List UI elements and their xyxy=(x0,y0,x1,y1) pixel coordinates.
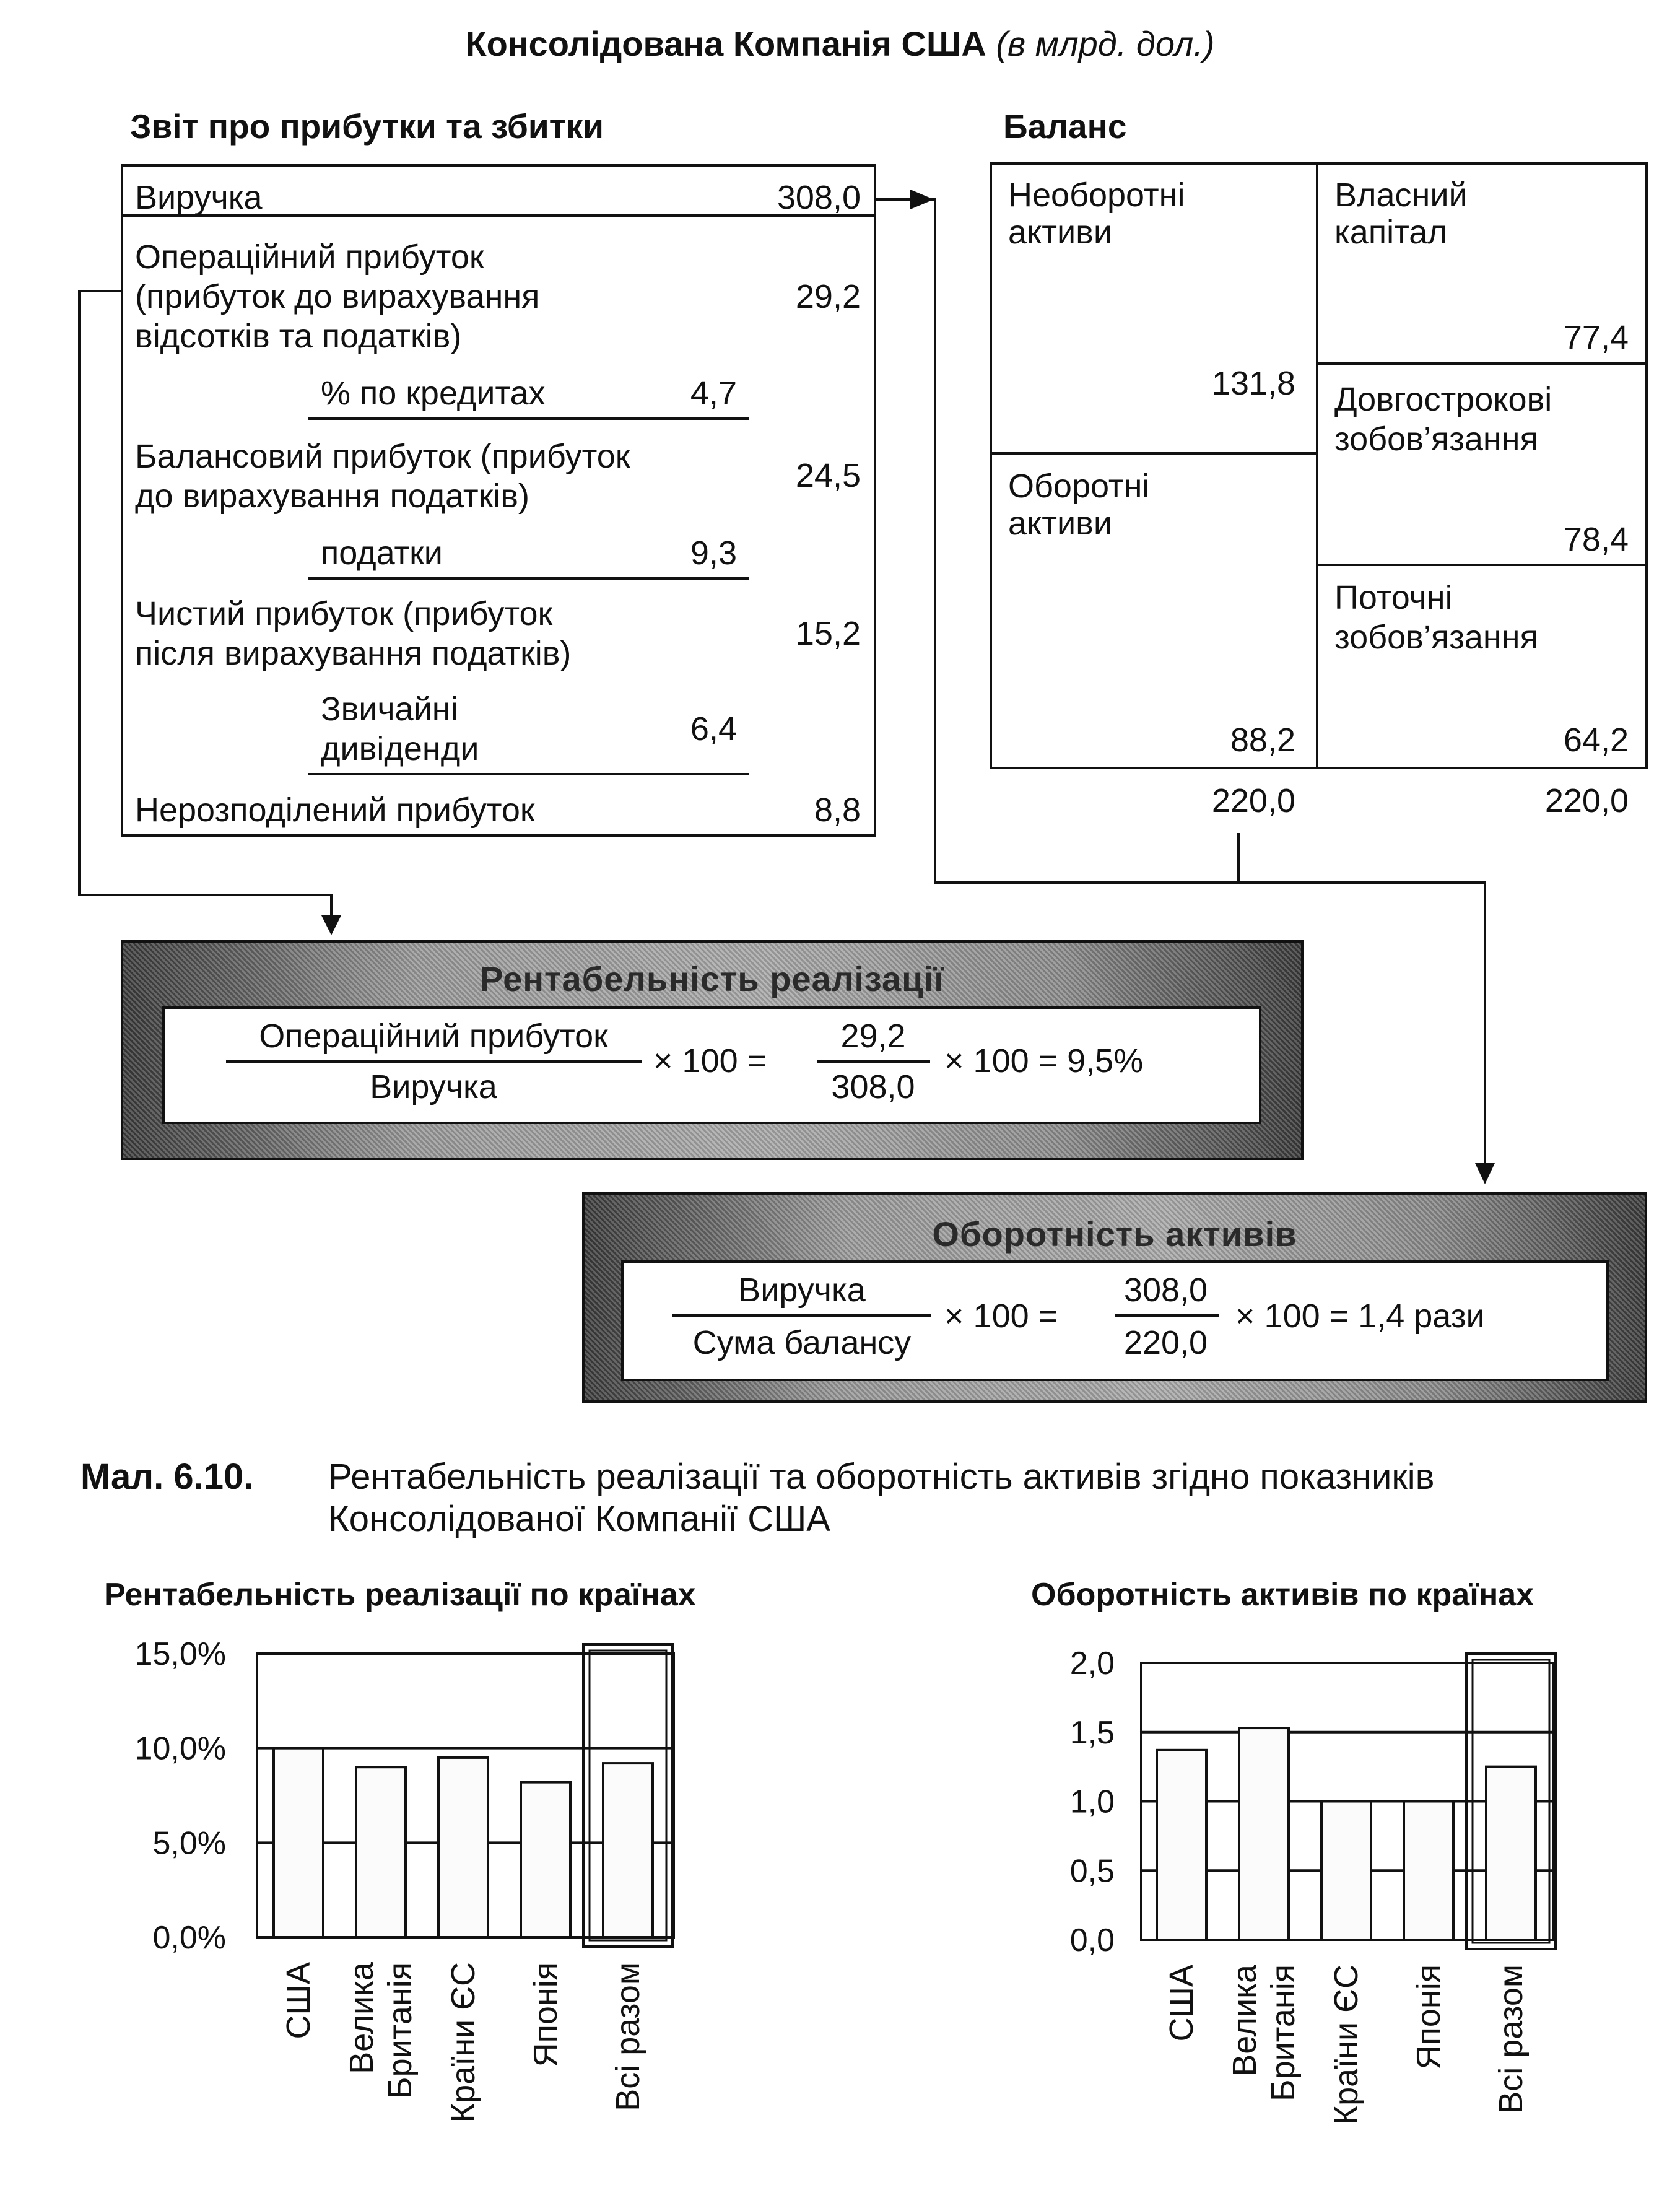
x-category-label: Японія xyxy=(527,1962,564,2067)
y-tick-label: 1,0 xyxy=(1069,1784,1115,1820)
chart-2-title: Оборотність активів по країнах xyxy=(1031,1577,1534,1613)
profitability-fraction-bar-2 xyxy=(817,1060,930,1063)
retained-label: Нерозподілений прибуток xyxy=(135,792,535,829)
noncurrent-assets-value: 131,8 xyxy=(1211,365,1295,402)
income-statement-title: Звіт про прибутки та збитки xyxy=(130,107,604,146)
profitability-numerator-value: 29,2 xyxy=(840,1018,906,1055)
noncurrent-assets-line2: активи xyxy=(1008,214,1113,251)
balance-title: Баланс xyxy=(1003,107,1127,146)
x-category-label: Британія xyxy=(381,1962,419,2099)
interest-value: 4,7 xyxy=(690,375,737,412)
profitability-denominator-value: 308,0 xyxy=(831,1068,915,1106)
bar xyxy=(1486,1767,1536,1940)
y-tick-label: 2,0 xyxy=(1069,1646,1115,1681)
longterm-line1: Довгострокові xyxy=(1334,381,1552,418)
current-liab-line1: Поточні xyxy=(1334,579,1453,616)
arrowhead-profitability xyxy=(321,915,341,935)
x-category-label: Велика xyxy=(343,1962,380,2074)
net-profit-value: 15,2 xyxy=(795,615,861,652)
dividends-value: 6,4 xyxy=(690,710,737,748)
revenue-value: 308,0 xyxy=(777,179,861,216)
turnover-numerator-label: Виручка xyxy=(738,1271,866,1309)
y-tick-label: 1,5 xyxy=(1069,1714,1115,1751)
current-liab-line2: зобов’язання xyxy=(1334,619,1538,656)
profitability-fraction-bar-1 xyxy=(226,1060,642,1063)
y-tick-label: 0,0% xyxy=(152,1920,226,1956)
current-assets-line1: Оборотні xyxy=(1008,468,1150,505)
longterm-line2: зобов’язання xyxy=(1334,421,1538,458)
taxes-value: 9,3 xyxy=(690,534,737,572)
x-category-label: США xyxy=(280,1962,317,2039)
dividends-line2: дивіденди xyxy=(321,730,479,767)
y-tick-label: 10,0% xyxy=(134,1730,226,1767)
figure-caption-line1: Рентабельність реалізації та оборотність активів згідно показників xyxy=(328,1457,1435,1497)
profitability-numerator-label: Операційний прибуток xyxy=(259,1018,608,1055)
profitability-result: × 100 = 9,5% xyxy=(944,1042,1144,1079)
turnover-title: Оборотність активів xyxy=(932,1215,1297,1254)
x-category-label: Країни ЄС xyxy=(445,1962,482,2123)
x-category-label: США xyxy=(1163,1965,1200,2042)
total-liabilities: 220,0 xyxy=(1544,782,1629,819)
current-assets-line2: активи xyxy=(1008,505,1113,542)
turnover-numerator-value: 308,0 xyxy=(1123,1271,1208,1309)
total-assets: 220,0 xyxy=(1211,782,1295,819)
figure-caption-line2: Консолідованої Компанії США xyxy=(328,1499,830,1539)
operating-profit-connector xyxy=(79,291,331,920)
x-category-label: Британія xyxy=(1264,1965,1302,2101)
operating-profit-line3: відсотків та податків) xyxy=(135,318,462,355)
equity-line1: Власний xyxy=(1334,177,1468,214)
operating-profit-line1: Операційний прибуток xyxy=(135,238,484,276)
equity-line2: капітал xyxy=(1334,214,1447,251)
bar xyxy=(438,1758,488,1937)
profitability-denominator-label: Виручка xyxy=(370,1068,497,1106)
x-category-label: Країни ЄС xyxy=(1328,1965,1365,2126)
taxes-label: податки xyxy=(321,534,443,572)
chart-turnover-by-country xyxy=(966,1610,1680,2198)
current-assets-value: 88,2 xyxy=(1230,722,1295,759)
net-profit-line1: Чистий прибуток (прибуток xyxy=(135,595,553,632)
bar xyxy=(521,1782,570,1937)
interest-label: % по кредитах xyxy=(321,375,546,412)
net-profit-line2: після вирахування податків) xyxy=(135,635,572,672)
x-category-label: Всі разом xyxy=(609,1962,646,2111)
current-liab-value: 64,2 xyxy=(1563,722,1629,759)
page-title-text: Консолідована Компанія США xyxy=(465,24,986,63)
x-category-label: Велика xyxy=(1226,1965,1263,2077)
y-tick-label: 0,5 xyxy=(1069,1853,1115,1890)
chart-1-title: Рентабельність реалізації по країнах xyxy=(104,1577,696,1613)
pretax-value: 24,5 xyxy=(795,457,861,494)
x-category-label: Всі разом xyxy=(1492,1965,1530,2114)
turnover-result: × 100 = 1,4 рази xyxy=(1235,1297,1485,1335)
y-tick-label: 0,0 xyxy=(1069,1922,1115,1958)
dividends-line1: Звичайні xyxy=(321,691,458,728)
equity-value: 77,4 xyxy=(1563,319,1629,356)
turnover-fraction-bar-2 xyxy=(1115,1314,1219,1317)
pretax-line1: Балансовий прибуток (прибуток xyxy=(135,438,630,475)
page-title-unit: (в млрд. дол.) xyxy=(996,24,1215,63)
bar xyxy=(1404,1802,1453,1940)
figure-caption-prefix: Мал. 6.10. xyxy=(81,1457,254,1497)
longterm-value: 78,4 xyxy=(1563,521,1629,558)
pretax-line2: до вирахування податків) xyxy=(135,478,529,515)
operating-profit-value: 29,2 xyxy=(795,278,861,315)
retained-value: 8,8 xyxy=(814,792,861,829)
turnover-times-1: × 100 = xyxy=(944,1297,1058,1335)
bar xyxy=(356,1767,406,1937)
arrowhead-revenue xyxy=(910,190,934,209)
turnover-denominator-value: 220,0 xyxy=(1123,1324,1208,1361)
y-tick-label: 15,0% xyxy=(134,1636,226,1672)
turnover-fraction-bar-1 xyxy=(672,1314,931,1317)
bar xyxy=(1239,1728,1289,1940)
bar xyxy=(603,1763,653,1937)
operating-profit-line2: (прибуток до вирахування xyxy=(135,278,540,315)
chart-profitability-by-country xyxy=(0,1610,805,2198)
turnover-denominator-label: Сума балансу xyxy=(692,1324,912,1361)
bar xyxy=(1321,1802,1371,1940)
revenue-label: Виручка xyxy=(135,179,263,216)
y-tick-label: 5,0% xyxy=(152,1825,226,1862)
x-category-label: Японія xyxy=(1410,1965,1447,2070)
profitability-title: Рентабельність реалізації xyxy=(480,959,944,998)
arrowhead-turnover xyxy=(1475,1163,1495,1184)
profitability-times-1: × 100 = xyxy=(653,1042,767,1079)
noncurrent-assets-line1: Необоротні xyxy=(1008,177,1185,214)
bar xyxy=(274,1748,323,1937)
bar xyxy=(1157,1750,1206,1940)
